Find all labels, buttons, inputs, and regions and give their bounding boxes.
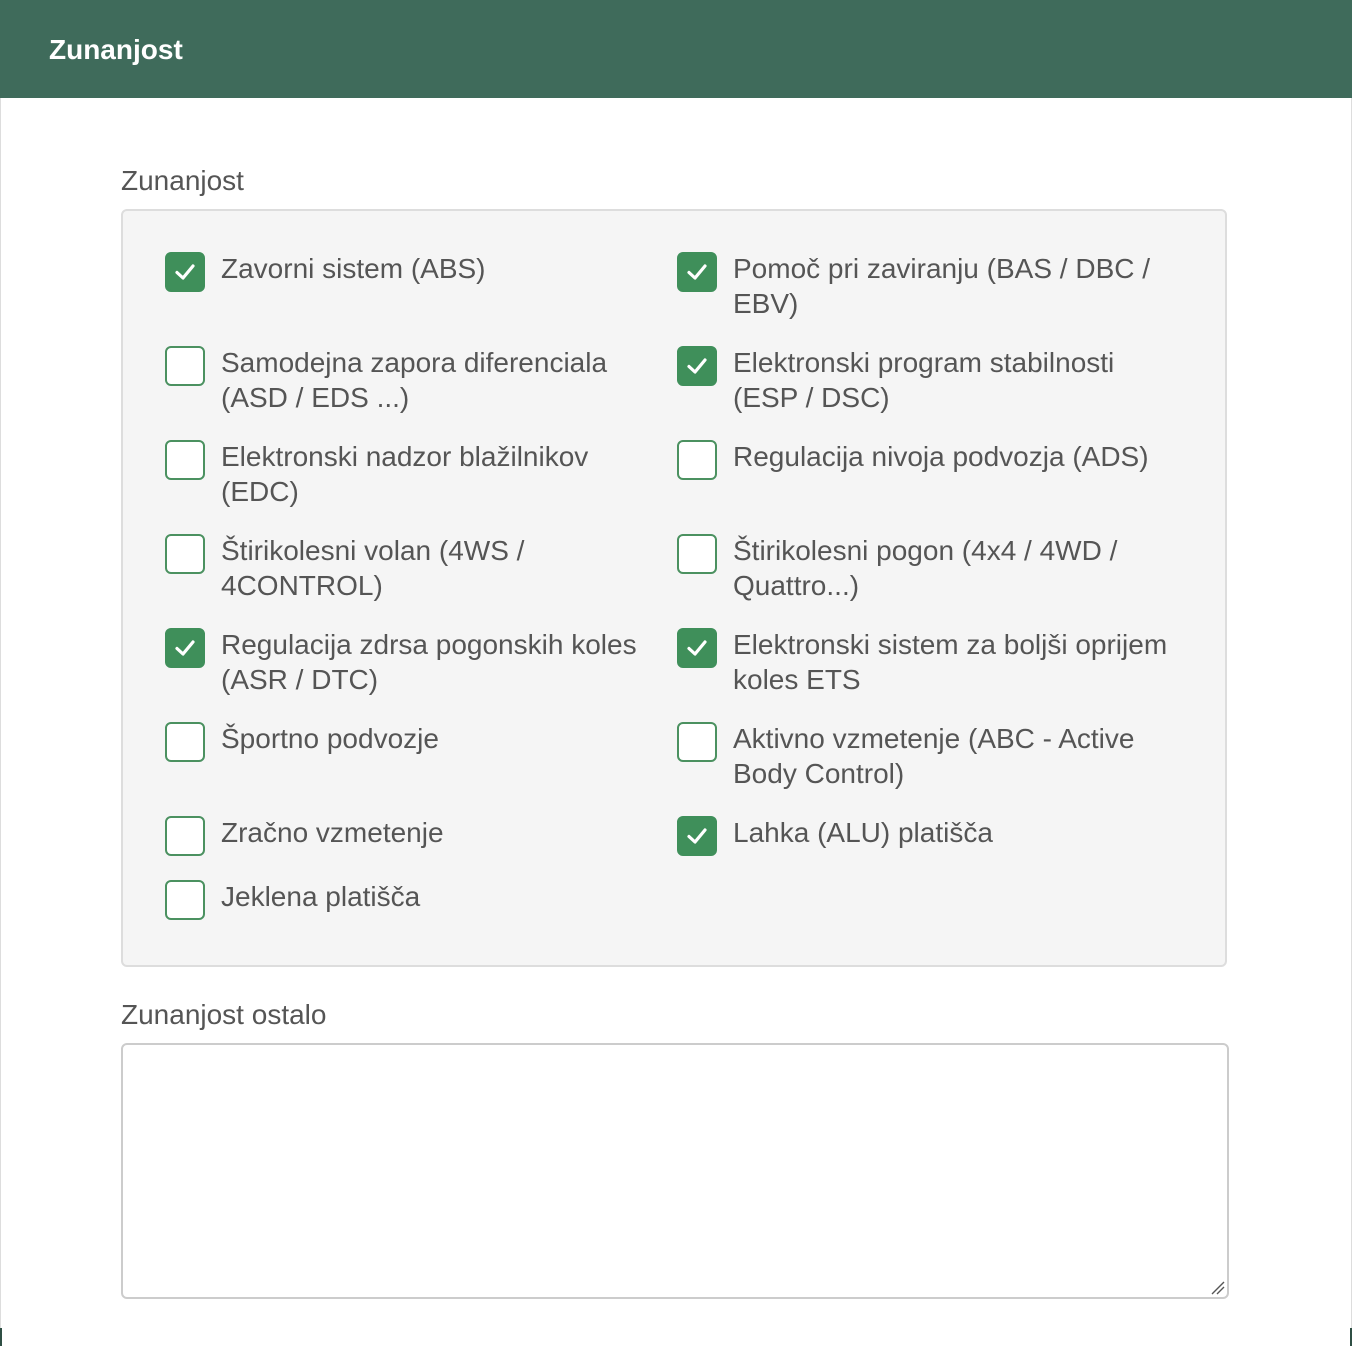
checkbox-item[interactable] — [165, 627, 661, 697]
checkbox-item[interactable] — [165, 815, 661, 856]
checkbox-label: Zračno vzmetenje — [221, 817, 444, 848]
checkbox[interactable] — [677, 346, 717, 386]
check-icon — [173, 260, 197, 284]
features-label: Zunanjost — [121, 165, 244, 196]
checkbox-label: Zavorni sistem (ABS) — [221, 253, 486, 284]
checkbox-item[interactable] — [165, 345, 661, 415]
page-title: Zunanjost — [49, 34, 183, 65]
left-corner-mark — [0, 1328, 2, 1346]
checkbox[interactable] — [677, 816, 717, 856]
checkbox[interactable] — [165, 252, 205, 292]
checkbox-label: Jeklena platišča — [221, 881, 421, 912]
checkbox-label: Športno podvozje — [221, 723, 439, 754]
checkbox[interactable] — [165, 816, 205, 856]
checkbox-label: Regulacija zdrsa pogonskih koles (ASR / DTC) — [221, 629, 637, 695]
checkbox-item[interactable] — [677, 815, 1173, 856]
check-icon — [685, 824, 709, 848]
checkbox-item[interactable] — [677, 439, 1173, 480]
checkbox-item[interactable] — [677, 721, 1173, 791]
other-label: Zunanjost ostalo — [121, 999, 327, 1030]
left-border — [0, 98, 1, 1346]
checkbox[interactable] — [677, 534, 717, 574]
checkbox[interactable] — [677, 252, 717, 292]
checkbox-label: Elektronski nadzor blažilnikov (EDC) — [221, 441, 589, 507]
checkbox[interactable] — [677, 440, 717, 480]
checkbox-label: Pomoč pri zaviranju (BAS / DBC / EBV) — [733, 253, 1151, 319]
check-icon — [685, 636, 709, 660]
resize-handle-icon[interactable] — [1209, 1279, 1225, 1295]
page-header — [0, 0, 1352, 98]
checkbox[interactable] — [677, 628, 717, 668]
checkbox[interactable] — [165, 440, 205, 480]
checkbox-item[interactable] — [677, 627, 1173, 697]
checkbox-label: Samodejna zapora diferenciala (ASD / EDS ...) — [221, 347, 608, 413]
checkbox[interactable] — [165, 346, 205, 386]
checkbox-label: Aktivno vzmetenje (ABC - Active Body Control) — [733, 723, 1135, 789]
checkbox-item[interactable] — [165, 879, 661, 920]
check-icon — [173, 636, 197, 660]
checkbox[interactable] — [677, 722, 717, 762]
checkbox[interactable] — [165, 880, 205, 920]
checkbox-item[interactable] — [165, 721, 661, 762]
checkbox-label: Štirikolesni pogon (4x4 / 4WD / Quattro...) — [733, 535, 1118, 601]
check-icon — [685, 354, 709, 378]
features-checkbox-group — [121, 209, 1227, 967]
checkbox-label: Elektronski program stabilnosti (ESP / DSC) — [733, 347, 1115, 413]
checkbox-label: Lahka (ALU) platišča — [733, 817, 993, 848]
checkbox-item[interactable] — [165, 439, 661, 509]
checkbox[interactable] — [165, 534, 205, 574]
checkbox-item[interactable] — [165, 251, 661, 292]
checkbox-label: Elektronski sistem za boljši oprijem koles ETS — [733, 629, 1168, 695]
checkbox-label: Regulacija nivoja podvozja (ADS) — [733, 441, 1149, 472]
checkbox-item[interactable] — [165, 533, 661, 603]
other-textarea[interactable] — [121, 1043, 1229, 1299]
checkbox-item[interactable] — [677, 533, 1173, 603]
checkbox-item[interactable] — [677, 251, 1173, 321]
checkbox[interactable] — [165, 628, 205, 668]
checkbox-label: Štirikolesni volan (4WS / 4CONTROL) — [221, 535, 525, 601]
checkbox-item[interactable] — [677, 345, 1173, 415]
check-icon — [685, 260, 709, 284]
checkbox[interactable] — [165, 722, 205, 762]
